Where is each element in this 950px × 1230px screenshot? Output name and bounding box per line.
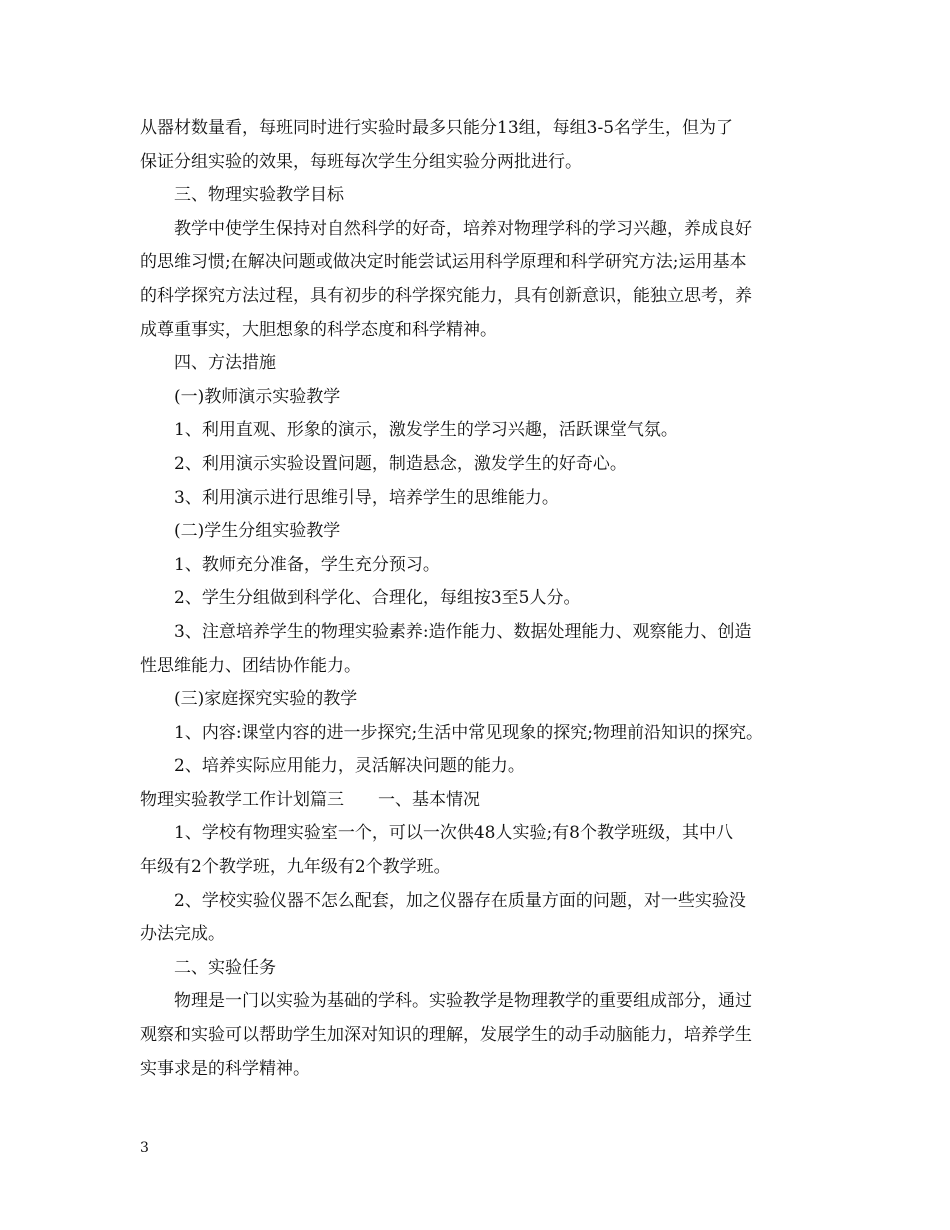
text-line: 1、学校有物理实验室一个，可以一次供48人实验;有8个教学班级，其中八	[174, 823, 733, 844]
text-line: 1、内容:课堂内容的进一步探究;生活中常见现象的探究;物理前沿知识的探究。	[174, 722, 763, 743]
text-line: (二)学生分组实验教学	[174, 521, 341, 542]
text-line: 2、学校实验仪器不怎么配套，加之仪器存在质量方面的问题，对一些实验没	[174, 890, 746, 911]
text-line: 2、学生分组做到科学化、合理化，每组按3至5人分。	[174, 588, 581, 609]
text-line: 3、利用演示进行思维引导，培养学生的思维能力。	[174, 487, 559, 508]
text-line: 1、利用直观、形象的演示，激发学生的学习兴趣，活跃课堂气氛。	[174, 420, 678, 441]
text-line: 办法完成。	[140, 924, 225, 945]
text-line: 教学中使学生保持对自然科学的好奇，培养对物理学科的学习兴趣，养成良好	[174, 218, 752, 239]
text-line: 四、方法措施	[174, 353, 276, 374]
text-line: 的思维习惯;在解决问题或做决定时能尝试运用科学原理和科学研究方法;运用基本	[140, 252, 747, 273]
text-line: 3、注意培养学生的物理实验素养:造作能力、数据处理能力、观察能力、创造	[174, 621, 752, 642]
text-line: 性思维能力、团结协作能力。	[140, 655, 361, 676]
text-line: 从器材数量看，每班同时进行实验时最多只能分13组，每组3-5名学生，但为了	[140, 118, 734, 138]
text-line: 实事求是的科学精神。	[140, 1058, 310, 1079]
text-line: (三)家庭探究实验的教学	[174, 689, 358, 710]
page-number: 3	[140, 1140, 149, 1156]
text-line: 成尊重事实，大胆想象的科学态度和科学精神。	[140, 319, 497, 340]
text-line: 2、培养实际应用能力，灵活解决问题的能力。	[174, 756, 525, 777]
text-line: 二、实验任务	[174, 957, 276, 978]
text-line: 观察和实验可以帮助学生加深对知识的理解，发展学生的动手动脑能力，培养学生	[140, 1025, 752, 1046]
text-line: 物理是一门以实验为基础的学科。实验教学是物理教学的重要组成部分，通过	[174, 991, 752, 1012]
text-line: 物理实验教学工作计划篇三 一、基本情况	[140, 789, 480, 810]
text-line: 1、教师充分准备，学生充分预习。	[174, 554, 440, 575]
document-body	[140, 112, 812, 1086]
text-line: 三、物理实验教学目标	[174, 185, 344, 206]
text-line: (一)教师演示实验教学	[174, 386, 341, 407]
text-line: 年级有2个教学班，九年级有2个教学班。	[140, 857, 451, 878]
text-line: 保证分组实验的效果，每班每次学生分组实验分两批进行。	[140, 151, 582, 172]
text-line: 2、利用演示实验设置问题，制造悬念，激发学生的好奇心。	[174, 453, 627, 474]
text-line: 的科学探究方法过程，具有初步的科学探究能力，具有创新意识，能独立思考，养	[140, 285, 752, 306]
